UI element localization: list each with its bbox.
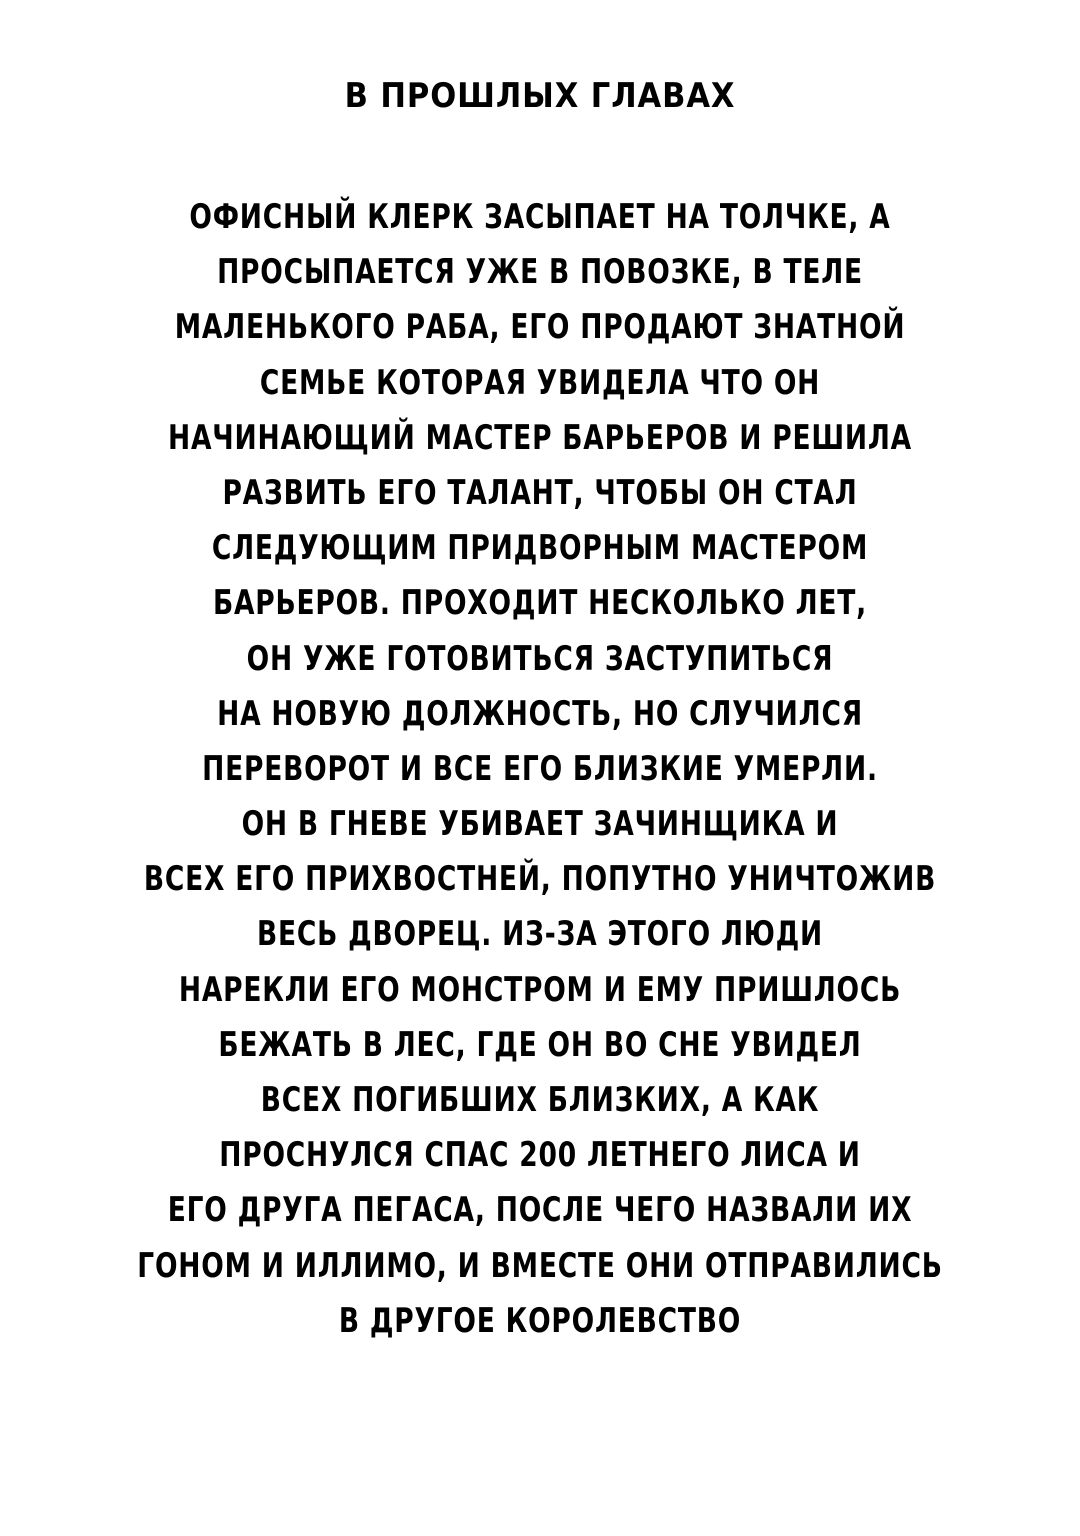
text-line: СЕМЬЕ КОТОРАЯ УВИДЕЛА ЧТО ОН [259,362,821,403]
page-title: В ПРОШЛЫХ ГЛАВАХ [344,76,736,116]
text-line: НАРЕКЛИ ЕГО МОНСТРОМ И ЕМУ ПРИШЛОСЬ [178,969,902,1010]
recap-text [0,190,1080,1349]
text-line: МАЛЕНЬКОГО РАБА, ЕГО ПРОДАЮТ ЗНАТНОЙ [174,307,906,348]
text-line: ВСЕХ ПОГИБШИХ БЛИЗКИХ, А КАК [260,1080,820,1120]
text-line: НАЧИНАЮЩИЙ МАСТЕР БАРЬЕРОВ И РЕШИЛА [168,417,912,458]
text-line: ВСЕХ ЕГО ПРИХВОСТНЕЙ, ПОПУТНО УНИЧТОЖИВ [143,859,937,900]
text-line: НА НОВУЮ ДОЛЖНОСТЬ, НО СЛУЧИЛСЯ [217,693,863,734]
text-line: ПЕРЕВОРОТ И ВСЕ ЕГО БЛИЗКИЕ УМЕРЛИ. [202,748,878,789]
text-line: ГОНОМ И ИЛЛИМО, И ВМЕСТЕ ОНИ ОТПРАВИЛИСЬ [137,1245,943,1286]
text-line: В ДРУГОЕ КОРОЛЕВСТВО [338,1300,742,1341]
text-line: БЕЖАТЬ В ЛЕС, ГДЕ ОН ВО СНЕ УВИДЕЛ [218,1024,862,1065]
text-line: РАЗВИТЬ ЕГО ТАЛАНТ, ЧТОБЫ ОН СТАЛ [222,472,858,513]
text-line: ПРОСНУЛСЯ СПАС 200 ЛЕТНЕГО ЛИСА И [219,1135,861,1176]
text-line: СЛЕДУЮЩИМ ПРИДВОРНЫМ МАСТЕРОМ [211,528,869,569]
text-line: ВЕСЬ ДВОРЕЦ. ИЗ-ЗА ЭТОГО ЛЮДИ [256,914,824,955]
text-line: ЕГО ДРУГА ПЕГАСА, ПОСЛЕ ЧЕГО НАЗВАЛИ ИХ [167,1190,913,1231]
text-line: ОН УЖЕ ГОТОВИТЬСЯ ЗАСТУПИТЬСЯ [246,638,834,679]
text-line: ПРОСЫПАЕТСЯ УЖЕ В ПОВОЗКЕ, В ТЕЛЕ [217,252,863,293]
text-line: БАРЬЕРОВ. ПРОХОДИТ НЕСКОЛЬКО ЛЕТ, [212,583,868,624]
text-line: ОФИСНЫЙ КЛЕРК ЗАСЫПАЕТ НА ТОЛЧКЕ, А [189,197,891,237]
text-line: ОН В ГНЕВЕ УБИВАЕТ ЗАЧИНЩИКА И [241,804,839,845]
